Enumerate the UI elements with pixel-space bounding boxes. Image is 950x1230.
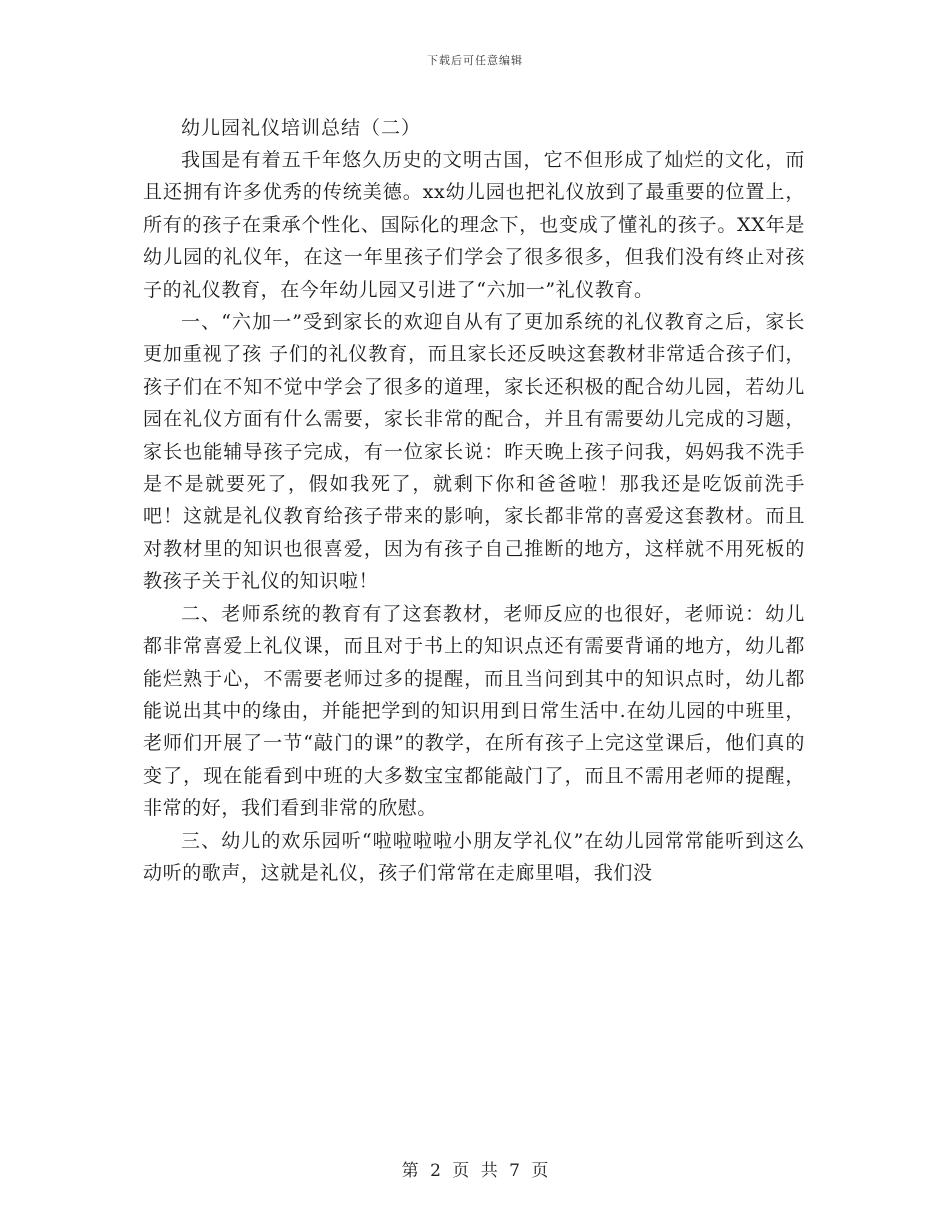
page-number-footer: 第 2 页 共 7 页 xyxy=(401,1161,549,1181)
document-title: 幼儿园礼仪培训总结（二） xyxy=(181,117,422,139)
paragraph-section-3: 三、幼儿的欢乐园听“啦啦啦啦小朋友学礼仪”在幼儿园常常能听到这么动听的歌声，这就是礼仪，孩子们常常在走廊里唱，我们没 xyxy=(143,829,805,884)
paragraph-intro: 我国是有着五千年悠久历史的文明古国，它不但形成了灿烂的文化，而且还拥有许多优秀的传统美德。xx幼儿园也把礼仪放到了最重要的位置上，所有的孩子在秉承个性化、国际化的理念下，也变成了懂礼的孩子。XX年是幼儿园的礼仪年，在这一年里孩子们学会了很多很多，但我们没有终止对孩子的礼仪教育，在今年幼儿园又引进了“六加一”礼仪教育。 xyxy=(143,149,805,301)
header-note: 下载后可任意编辑 xyxy=(427,54,523,67)
paragraph-section-2: 二、老师系统的教育有了这套教材，老师反应的也很好，老师说：幼儿都非常喜爱上礼仪课，而且对于书上的知识点还有需要背诵的地方，幼儿都能烂熟于心，不需要老师过多的提醒，而且当问到其中的知识点时，幼儿都能说出其中的缘由，并能把学到的知识用到日常生活中.在幼儿园的中班里，老师们开展了一节“敲门的课”的教学，在所有孩子上完这堂课后，他们真的变了，现在能看到中班的大多数宝宝都能敲门了，而且不需用老师的提醒，非常的好，我们看到非常的欣慰。 xyxy=(143,602,805,820)
paragraph-section-1: 一、“六加一”受到家长的欢迎自从有了更加系统的礼仪教育之后，家长更加重视了孩 子们的礼仪教育，而且家长还反映这套教材非常适合孩子们，孩子们在不知不觉中学会了很多的道理，家长还积极的配合幼儿园，若幼儿园在礼仪方面有什么需要，家长非常的配合，并且有需要幼儿完成的习题，家长也能辅导孩子完成，有一位家长说：昨天晚上孩子问我，妈妈我不洗手是不是就要死了，假如我死了，就剩下你和爸爸啦！那我还是吃饭前洗手吧！这就是礼仪教育给孩子带来的影响，家长都非常的喜爱这套教材。而且对教材里的知识也很喜爱，因为有孩子自己推断的地方，这样就不用死板的教孩子关于礼仪的知识啦！ xyxy=(143,311,805,593)
document-body xyxy=(143,112,805,889)
